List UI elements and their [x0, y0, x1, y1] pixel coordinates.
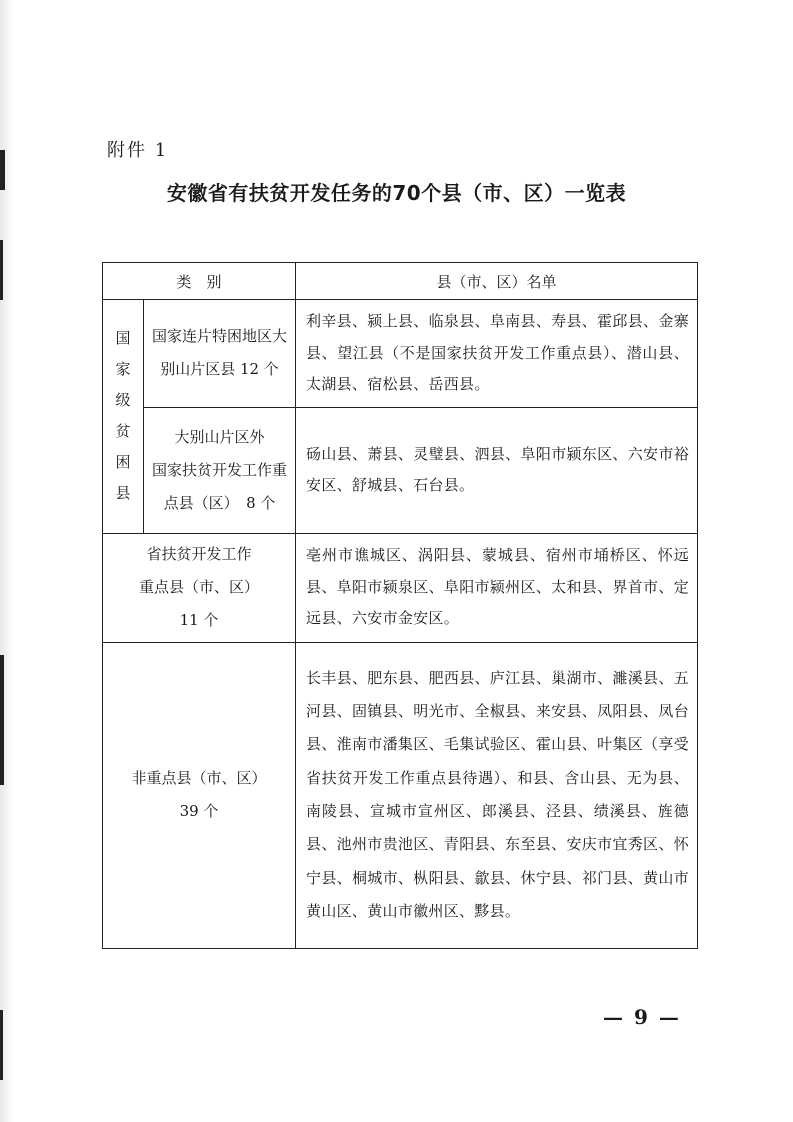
table-row — [103, 300, 698, 408]
category-line: 11 个 — [179, 611, 219, 629]
category-line: 大别山片区外 — [174, 427, 265, 446]
category-provincial-key — [103, 533, 296, 642]
category-line: 点县（区） 8 个 — [163, 493, 276, 512]
category-outside-dabie — [144, 407, 296, 533]
category-line: 国家连片特困地区大 — [152, 327, 288, 346]
county-list: 亳州市谯城区、涡阳县、蒙城县、宿州市埇桥区、怀远县、阜阳市颍泉区、阜阳市颍州区、太和县、界首市、定远县、六安市金安区。 — [296, 533, 698, 642]
page-number: — 9 — — [603, 1005, 681, 1029]
category-line: 重点县（市、区） — [139, 578, 260, 596]
group-char: 级 — [115, 391, 131, 410]
county-list: 利辛县、颍上县、临泉县、阜南县、寿县、霍邱县、金寨县、望江县（不是国家扶贫开发工作重点县）、潜山县、太湖县、宿松县、岳西县。 — [296, 300, 698, 408]
table-row — [103, 642, 698, 948]
category-line: 国家扶贫开发工作重 — [152, 460, 288, 479]
scan-edge-mark — [0, 655, 4, 785]
table-row — [103, 407, 698, 533]
table-header-row — [103, 263, 698, 300]
national-poverty-county-group — [103, 300, 144, 534]
group-char: 贫 — [115, 422, 131, 441]
attachment-label: 附件 1 — [107, 140, 169, 161]
category-line: 省扶贫开发工作 — [146, 545, 252, 563]
header-county-list: 县（市、区）名单 — [296, 263, 698, 300]
category-line: 39 个 — [179, 802, 219, 820]
county-list: 砀山县、萧县、灵璧县、泗县、阜阳市颍东区、六安市裕安区、舒城县、石台县。 — [296, 407, 698, 533]
category-non-key — [103, 642, 296, 948]
scan-edge-mark — [0, 1010, 3, 1080]
document-title: 安徽省有扶贫开发任务的70个县（市、区）一览表 — [166, 181, 627, 205]
scan-edge-mark — [0, 240, 3, 300]
group-char: 国 — [115, 329, 131, 348]
category-line: 非重点县（市、区） — [131, 769, 267, 787]
county-table — [102, 262, 698, 949]
header-category: 类 别 — [103, 263, 296, 300]
group-char: 县 — [115, 484, 131, 503]
category-line: 别山片区县 12 个 — [160, 360, 279, 379]
category-dabie-contiguous — [144, 300, 296, 408]
group-char: 困 — [115, 453, 131, 472]
table-row — [103, 533, 698, 642]
county-list: 长丰县、肥东县、肥西县、庐江县、巢湖市、濉溪县、五河县、固镇县、明光市、全椒县、来安县、凤阳县、凤台县、淮南市潘集区、毛集试验区、霍山县、叶集区（享受省扶贫开发工作重点县待遇）、和县、含山县、无为县、南陵县、宣城市宣州区、郎溪县、泾县、绩溪县、旌德县、池州市贵池区、青阳县、东至县、安庆市宜秀区、怀宁县、桐城市、枞阳县、歙县、休宁县、祁门县、黄山市黄山区、黄山市徽州区、黟县。 — [296, 642, 698, 948]
group-char: 家 — [115, 360, 131, 379]
